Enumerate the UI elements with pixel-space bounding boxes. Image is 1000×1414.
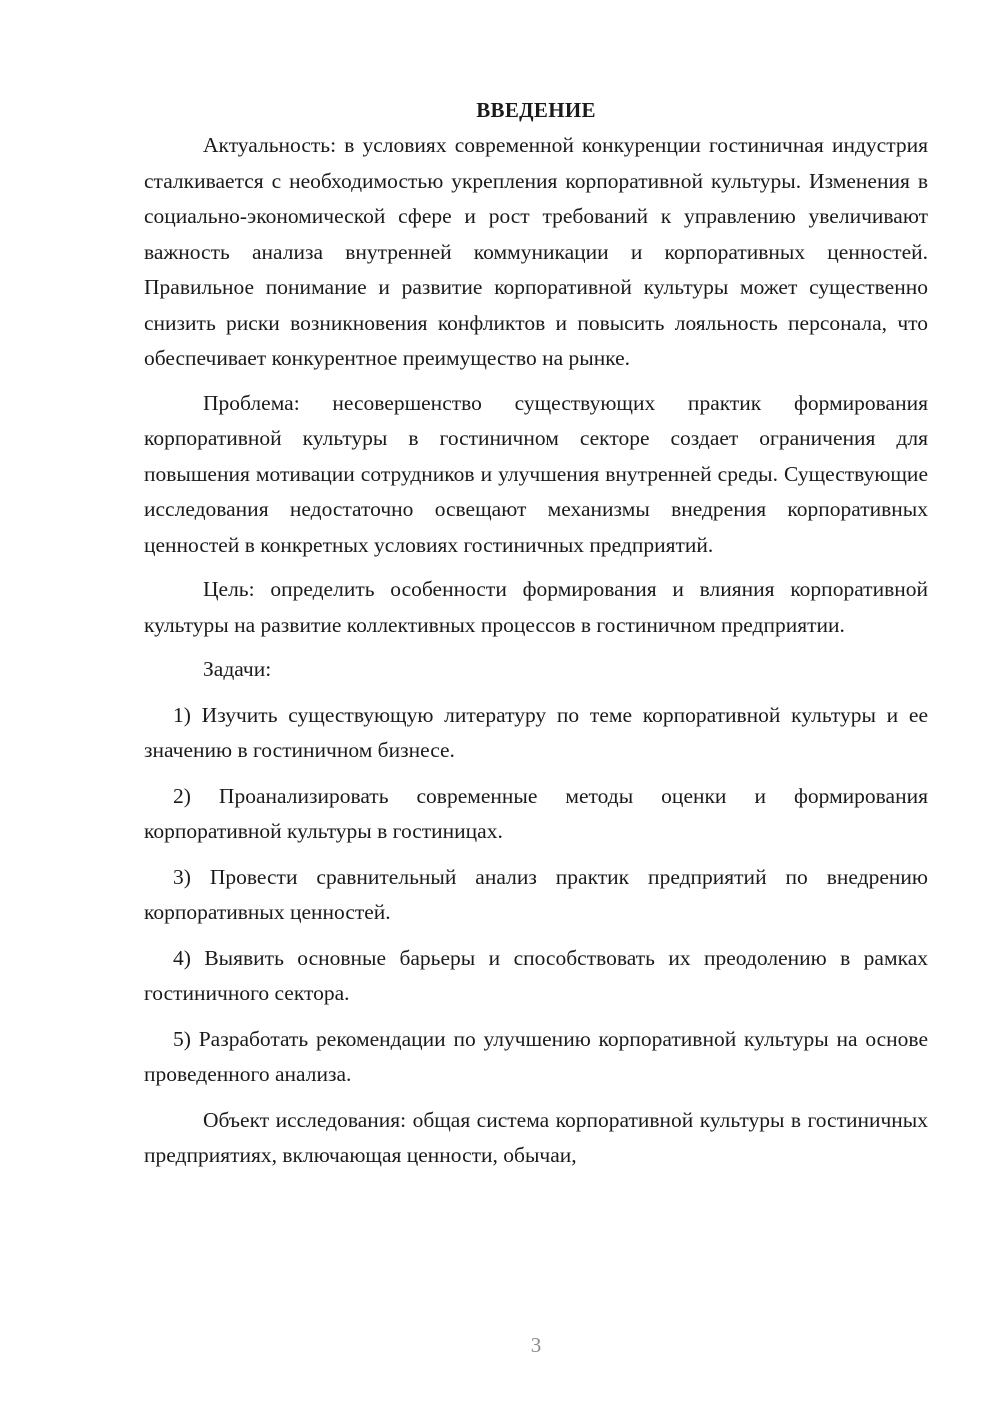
object-paragraph: Объект исследования: общая система корпоративной культуры в гостиничных предприятиях, включающая ценности, обычаи, bbox=[144, 1107, 928, 1167]
task-item-5: 5) Разработать рекомендации по улучшению корпоративной культуры на основе проведенного анализа. bbox=[144, 1026, 928, 1086]
page-number: 3 bbox=[530, 1333, 542, 1357]
document-page bbox=[144, 92, 928, 1174]
goal-paragraph: Цель: определить особенности формирования и влияния корпоративной культуры на развитие коллективных процессов в гостиничном предприятии. bbox=[144, 577, 928, 637]
problem-paragraph: Проблема: несовершенство существующих практик формирования корпоративной культуры в гостиничном секторе создает ограничения для повышения мотивации сотрудников и улучшения внутренней среды. Существующие исследования недостаточно освещают механизмы внедрения корпоративных ценностей в конкретных условиях гостиничных предприятий. bbox=[144, 390, 928, 557]
relevance-paragraph: Актуальность: в условиях современной конкуренции гостиничная индустрия сталкивается с необходимостью укрепления корпоративной культуры. Изменения в социально-экономической сфере и рост требований к управлению увеличивают важность анализа внутренней коммуникации и корпоративных ценностей. Правильное понимание и развитие корпоративной культуры может существенно снизить риски возникновения конфликтов и повысить лояльность персонала, что обеспечивает конкурентное преимущество на рынке. bbox=[144, 133, 928, 370]
task-item-2: 2) Проанализировать современные методы оценки и формирования корпоративной культуры в гостиницах. bbox=[144, 783, 928, 843]
task-item-3: 3) Провести сравнительный анализ практик предприятий по внедрению корпоративных ценностей. bbox=[144, 864, 928, 924]
tasks-label: Задачи: bbox=[203, 657, 272, 681]
task-item-1: 1) Изучить существующую литературу по теме корпоративной культуры и ее значению в гостиничном бизнесе. bbox=[144, 702, 928, 762]
task-item-4: 4) Выявить основные барьеры и способствовать их преодолению в рамках гостиничного сектора. bbox=[144, 945, 928, 1005]
section-heading: ВВЕДЕНИЕ bbox=[476, 98, 596, 122]
